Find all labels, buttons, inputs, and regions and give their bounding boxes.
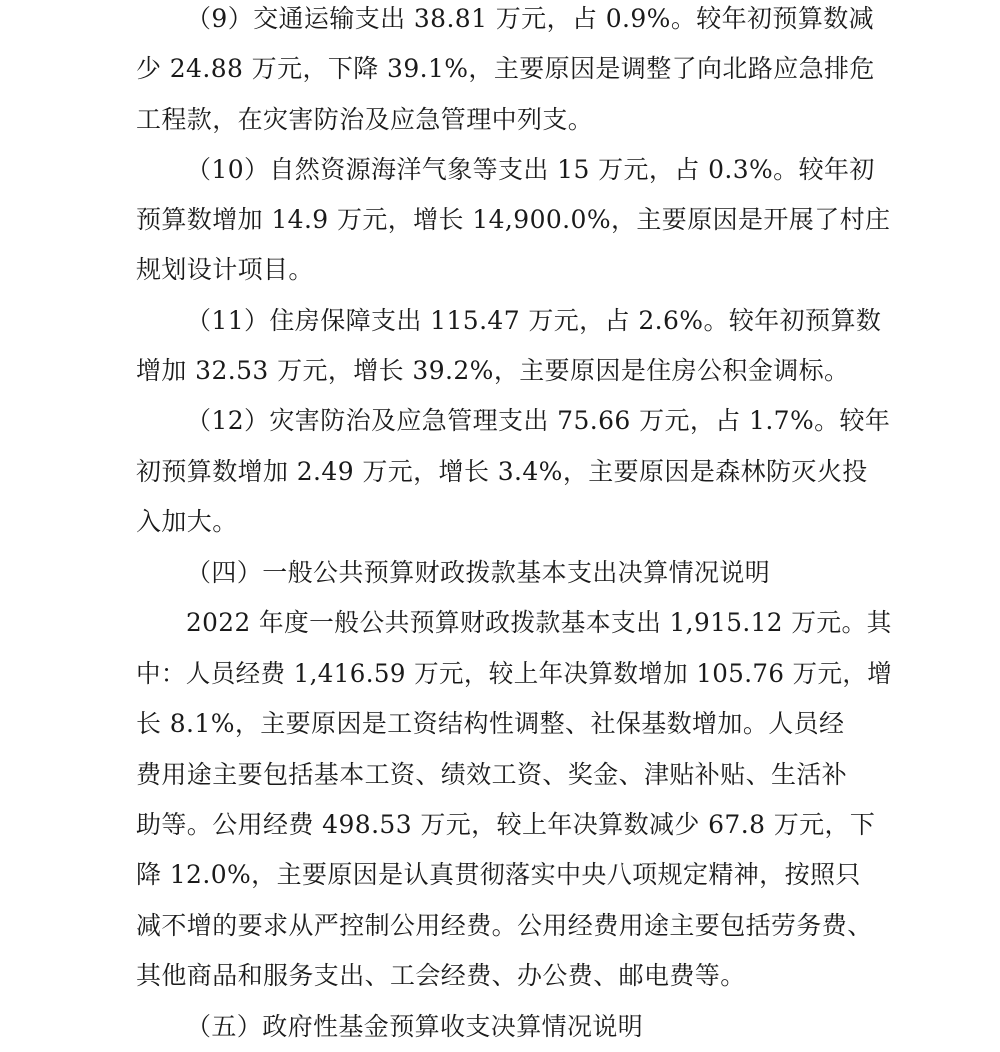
section-4-line-8: 其他商品和服务支出、工会经费、办公费、邮电费等。 (136, 961, 746, 990)
item-9-line-3: 工程款，在灾害防治及应急管理中列支。 (136, 105, 594, 134)
item-9-line-1: （9）交通运输支出 38.81 万元，占 0.9%。较年初预算数减 (186, 4, 875, 33)
section-4-line-7: 减不增的要求从严控制公用经费。公用经费用途主要包括劳务费、 (136, 911, 873, 940)
section-4-line-4: 费用途主要包括基本工资、绩效工资、奖金、津贴补贴、生活补 (136, 760, 848, 789)
item-11-line-1: （11）住房保障支出 115.47 万元，占 2.6%。较年初预算数 (186, 306, 882, 335)
section-5-heading: （五）政府性基金预算收支决算情况说明 (186, 1012, 644, 1041)
item-9-line-2: 少 24.88 万元，下降 39.1%，主要原因是调整了向北路应急排危 (136, 54, 875, 83)
section-4-line-3: 长 8.1%，主要原因是工资结构性调整、社保基数增加。人员经 (136, 709, 845, 738)
item-12-line-2: 初预算数增加 2.49 万元，增长 3.4%，主要原因是森林防灭火投 (136, 457, 868, 486)
item-10-line-1: （10）自然资源海洋气象等支出 15 万元，占 0.3%。较年初 (186, 155, 875, 184)
section-4-line-1: 2022 年度一般公共预算财政拨款基本支出 1,915.12 万元。其 (186, 608, 892, 637)
item-10-line-3: 规划设计项目。 (136, 255, 314, 284)
section-4-line-6: 降 12.0%，主要原因是认真贯彻落实中央八项规定精神，按照只 (136, 860, 861, 889)
section-4-line-2: 中：人员经费 1,416.59 万元，较上年决算数增加 105.76 万元，增 (136, 659, 893, 688)
section-4-line-5: 助等。公用经费 498.53 万元，较上年决算数减少 67.8 万元，下 (136, 810, 876, 839)
item-12-line-3: 入加大。 (136, 507, 238, 536)
item-12-line-1: （12）灾害防治及应急管理支出 75.66 万元，占 1.7%。较年 (186, 406, 891, 435)
item-11-line-2: 增加 32.53 万元，增长 39.2%，主要原因是住房公积金调标。 (136, 356, 850, 385)
section-4-heading: （四）一般公共预算财政拨款基本支出决算情况说明 (186, 558, 771, 587)
item-10-line-2: 预算数增加 14.9 万元，增长 14,900.0%，主要原因是开展了村庄 (136, 205, 891, 234)
